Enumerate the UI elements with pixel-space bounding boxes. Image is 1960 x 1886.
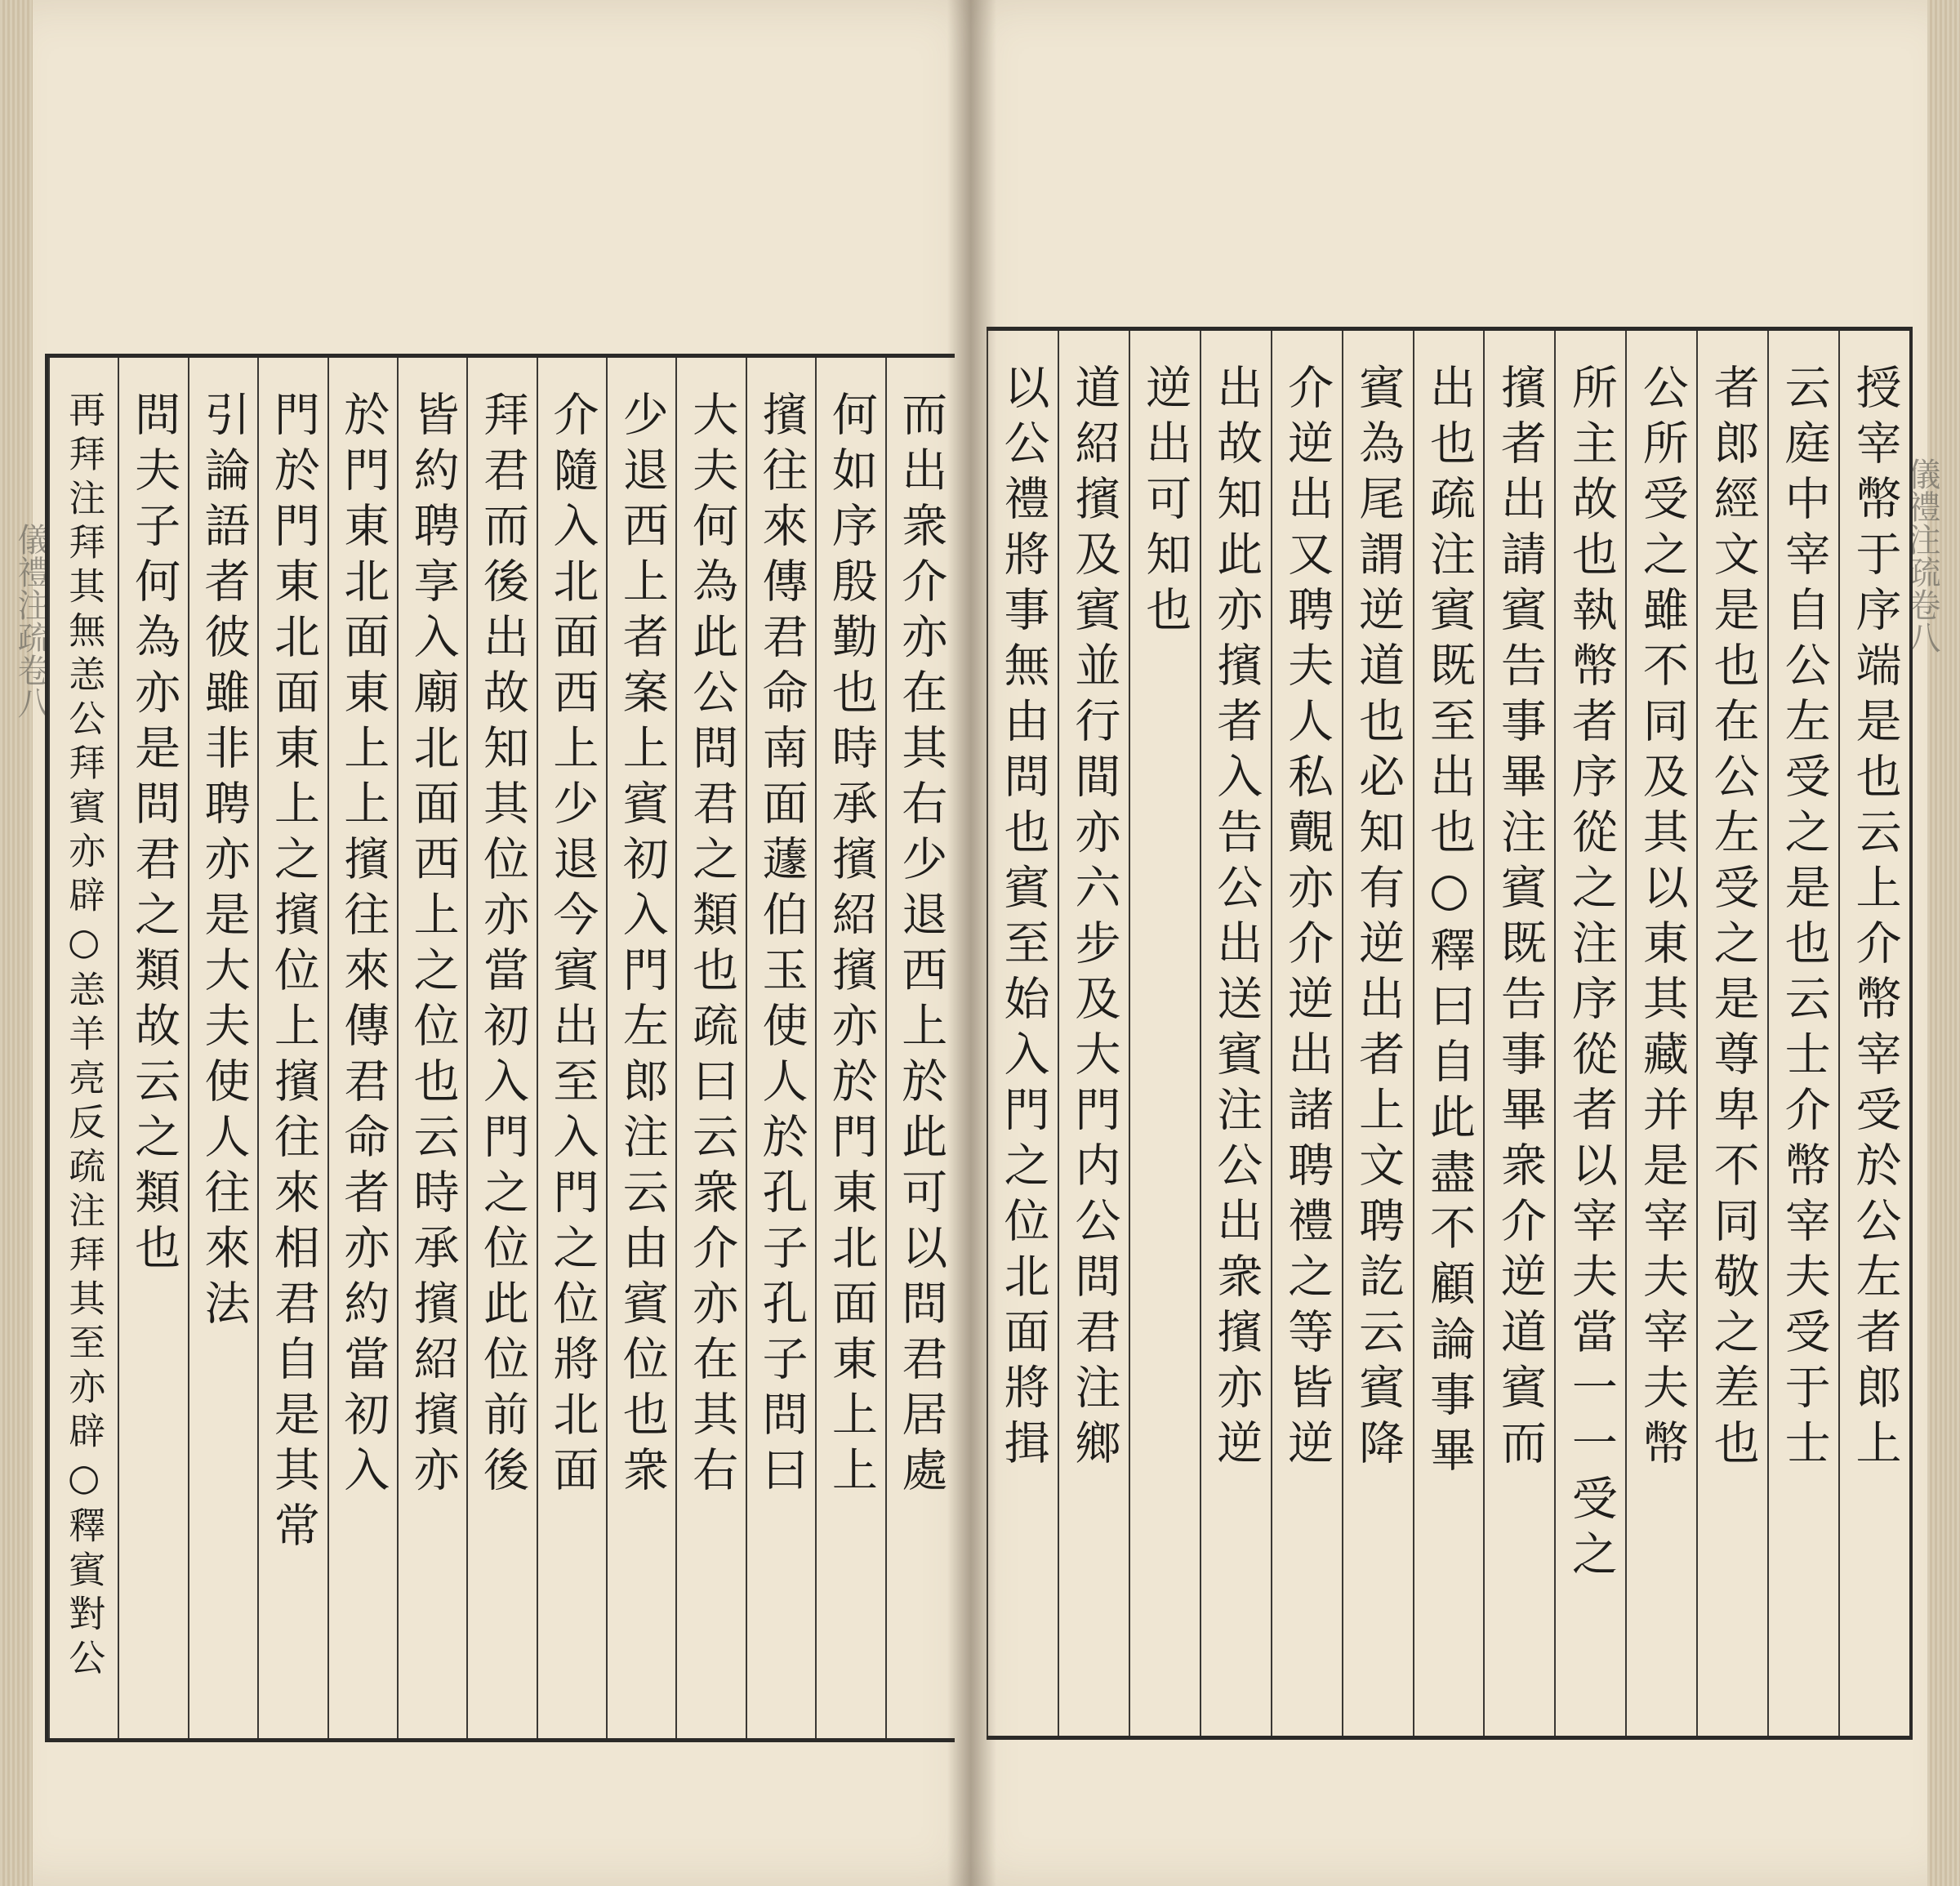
- column-text: 道紹擯及賓並行間亦六步及大門内公問君注鄉: [1067, 363, 1121, 1474]
- column-text: 賓為尾謂逆道也必知有逆出者上文聘訖云賓降: [1352, 363, 1405, 1474]
- right-text-frame: [987, 327, 1913, 1740]
- column-text: 者郎經文是也在公左受之是尊卑不同敬之差也: [1706, 363, 1760, 1474]
- column-text: 出也疏注賓既至出也○釋曰自此盡不顧論事畢: [1422, 363, 1476, 1482]
- column-text: 再拜注拜其無恙公拜賓亦辟○恙羊亮反疏注拜其至亦辟○釋賓對公: [62, 390, 106, 1683]
- text-column: [257, 358, 327, 1738]
- text-column: [1838, 331, 1909, 1736]
- text-column: [188, 358, 257, 1738]
- text-column: [606, 358, 675, 1738]
- column-text: 擯者出請賓告事畢注賓既告事畢衆介逆道賓而: [1493, 363, 1547, 1474]
- text-column: [118, 358, 187, 1738]
- text-column: [987, 331, 1058, 1736]
- column-text: 拜君而後出故知其位亦當初入門之位此位前後: [475, 390, 529, 1501]
- text-column: [885, 358, 955, 1738]
- text-column: [397, 358, 466, 1738]
- column-text: 介逆出又聘夫人私覿亦介逆出諸聘禮之等皆逆: [1281, 363, 1334, 1474]
- text-column: [327, 358, 397, 1738]
- text-column: [1058, 331, 1129, 1736]
- column-text: 皆約聘享入廟北面西上之位也云時承擯紹擯亦: [406, 390, 460, 1501]
- text-column: [1625, 331, 1696, 1736]
- text-column: [1483, 331, 1554, 1736]
- text-column: [815, 358, 884, 1738]
- column-text: 問夫子何為亦是問君之類故云之類也: [127, 390, 181, 1279]
- column-text: 出故知此亦擯者入告公出送賓注公出衆擯亦逆: [1209, 363, 1263, 1474]
- text-column: [1200, 331, 1271, 1736]
- column-text: 於門東北面東上上擯往來傳君命者亦約當初入: [336, 390, 390, 1501]
- column-text: 以公禮將事無由問也賓至始入門之位北面將揖: [996, 363, 1050, 1474]
- column-text: 授宰幣于序端是也云上介幣宰受於公左者郎上: [1848, 363, 1902, 1474]
- text-column: [48, 358, 118, 1738]
- book-gutter: [947, 0, 996, 1886]
- column-text: 何如序殷勤也時承擯紹擯亦於門東北面東上上: [824, 390, 878, 1501]
- text-column: [1271, 331, 1342, 1736]
- column-text: 云庭中宰自公左受之是也云士介幣宰夫受于士: [1777, 363, 1831, 1474]
- text-column: [1413, 331, 1484, 1736]
- column-text: 公所受之雖不同及其以東其藏并是宰夫宰夫幣: [1635, 363, 1689, 1474]
- text-column: [1129, 331, 1200, 1736]
- page-edge: [1927, 0, 1960, 1886]
- spine-mark-right: 儀禮注疏卷八: [1903, 457, 1940, 653]
- text-column: [1554, 331, 1625, 1736]
- text-column: [1767, 331, 1838, 1736]
- text-column: [466, 358, 536, 1738]
- column-text: 門於門東北面東上之擯位上擯往來相君自是其常: [266, 390, 320, 1557]
- column-text: 所主故也執幣者序從之注序從者以宰夫當一一受之: [1564, 363, 1618, 1585]
- column-text: 而出衆介亦在其右少退西上於此可以問君居處: [894, 390, 948, 1501]
- spine-mark-left: 儀禮注疏卷八: [12, 523, 50, 719]
- text-column: [537, 358, 606, 1738]
- column-text: 介隨入北面西上少退今賓出至入門之位將北面: [546, 390, 599, 1501]
- text-column: [746, 358, 815, 1738]
- right-page: [970, 0, 1960, 1886]
- column-text: 逆出可知也: [1138, 363, 1192, 641]
- left-text-frame: [45, 354, 955, 1742]
- text-column: [675, 358, 745, 1738]
- text-column: [1342, 331, 1413, 1736]
- column-text: 引論語者彼雖非聘亦是大夫使人往來法: [197, 390, 251, 1335]
- column-text: 擯往來傳君命南面蘧伯玉使人於孔子孔子問曰: [755, 390, 808, 1501]
- column-text: 大夫何為此公問君之類也疏曰云衆介亦在其右: [685, 390, 739, 1501]
- column-text: 少退西上者案上賓初入門左郎注云由賓位也衆: [615, 390, 669, 1501]
- left-page: [0, 0, 970, 1886]
- page-edge: [0, 0, 33, 1886]
- text-column: [1696, 331, 1767, 1736]
